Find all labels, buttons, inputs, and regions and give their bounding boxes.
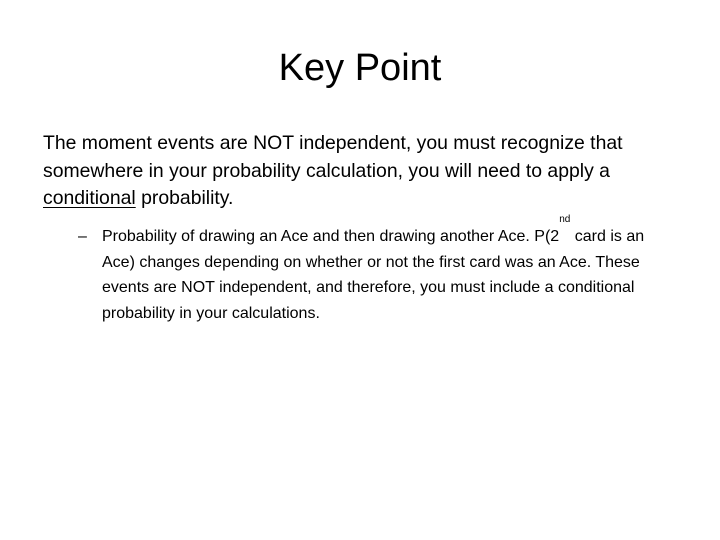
underlined-word: conditional: [43, 187, 136, 209]
dash-bullet-marker: –: [78, 228, 87, 245]
sub-bullet-text-part-1: Probability of drawing an Ace and then drawing another Ace. P(2: [102, 228, 560, 245]
body-text-part-1: The moment events are NOT independent, you must recognize that somewhere in your probability calculation, you will need to apply a: [43, 132, 623, 182]
sub-bullet-text-part-2: card is an Ace) changes depending on whether or not the first card was an Ace. These events are NOT independent, and therefore, you must include a conditional probability in your calculations.: [102, 228, 645, 322]
ordinal-superscript: nd: [559, 214, 571, 225]
key-point-paragraph: [43, 130, 683, 213]
body-text-part-2: probability.: [135, 187, 234, 209]
sub-bullet-text: [102, 214, 663, 326]
slide-title: Key Point: [278, 47, 442, 89]
sub-bullet: [78, 214, 663, 326]
